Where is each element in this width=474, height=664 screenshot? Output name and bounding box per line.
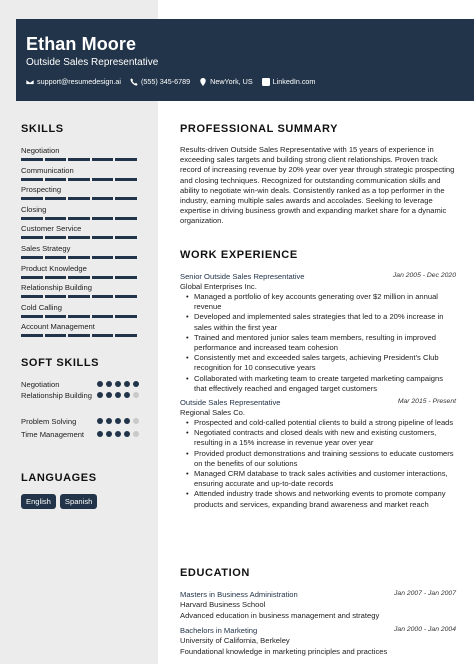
skill-level-segment: [92, 334, 114, 337]
skill-item: [21, 166, 143, 186]
education-entry: [180, 626, 456, 657]
contact-linkedin[interactable]: [262, 77, 316, 86]
job-dates: Jan 2005 - Dec 2020: [392, 272, 456, 279]
experience-heading: WORK EXPERIENCE: [180, 249, 298, 261]
skill-level-segment: [115, 217, 137, 220]
soft-skill-item: [21, 380, 143, 390]
job-bullet: • Provided product demonstrations and training sessions to educate customers on the benefits of our solutions: [186, 449, 456, 469]
email-icon: [26, 78, 34, 86]
skill-level-bar: [21, 236, 137, 239]
skill-label: Communication: [21, 165, 74, 175]
skill-level-segment: [45, 256, 67, 259]
job-bullet: • Consistently met and exceeded sales targets, achieving President's Club recognition for 10 consecutive years: [186, 353, 456, 373]
skill-level-segment: [92, 178, 114, 181]
rating-dot: [133, 392, 139, 398]
skill-level-segment: [92, 158, 114, 161]
contact-phone-text: (555) 345-6789: [141, 77, 191, 86]
rating-dots: [97, 431, 139, 437]
education-header: [180, 626, 456, 636]
rating-dots: [97, 418, 139, 424]
skill-level-segment: [115, 276, 137, 279]
skill-level-bar: [21, 315, 137, 318]
skill-level-segment: [68, 295, 90, 298]
skill-level-segment: [92, 197, 114, 200]
skill-level-bar: [21, 217, 137, 220]
language-badge: Spanish: [60, 494, 97, 509]
rating-dots: [97, 392, 139, 398]
skill-label: Cold Calling: [21, 302, 62, 312]
skill-level-segment: [21, 295, 43, 298]
skill-level-segment: [45, 197, 67, 200]
skill-item: [21, 146, 143, 166]
job-header: [180, 398, 456, 408]
skill-level-segment: [21, 197, 43, 200]
skill-level-segment: [68, 315, 90, 318]
skills-list: [21, 146, 143, 342]
job-bullet: • Managed a portfolio of key accounts generating over $2 million in annual revenue: [186, 292, 456, 312]
summary-section: [180, 123, 456, 227]
skill-level-segment: [68, 256, 90, 259]
job-dates: Mar 2015 - Present: [397, 398, 456, 406]
job-bullets: [186, 292, 456, 394]
skill-level-segment: [115, 315, 137, 318]
soft-skills-section: [21, 357, 143, 460]
rating-dot: [133, 418, 139, 424]
job-bullet: • Collaborated with marketing team to create targeted marketing campaigns that effectively reached and engaged target customers: [186, 374, 456, 394]
skill-level-segment: [45, 236, 67, 239]
skill-level-segment: [68, 178, 90, 181]
skill-level-segment: [45, 158, 67, 161]
skill-level-segment: [115, 295, 137, 298]
skill-level-segment: [21, 217, 43, 220]
contact-email[interactable]: [26, 77, 121, 86]
skill-level-segment: [115, 178, 137, 181]
rating-dot: [124, 418, 130, 424]
skill-level-segment: [115, 334, 137, 337]
skill-level-segment: [21, 236, 43, 239]
skill-level-segment: [21, 256, 43, 259]
education-list: [180, 590, 456, 657]
skill-level-segment: [92, 256, 114, 259]
education-degree: Bachelors in Marketing: [180, 626, 258, 635]
skill-level-segment: [45, 276, 67, 279]
language-badge: English: [21, 494, 56, 509]
skill-level-segment: [45, 178, 67, 181]
skill-item: [21, 264, 143, 284]
summary-heading: PROFESSIONAL SUMMARY: [180, 123, 339, 135]
skill-level-bar: [21, 334, 137, 337]
education-dates: Jan 2007 - Jan 2007: [394, 590, 456, 597]
skill-level-segment: [68, 236, 90, 239]
skill-level-segment: [92, 236, 114, 239]
rating-dot: [124, 392, 130, 398]
rating-dots: [97, 381, 139, 387]
skill-level-bar: [21, 158, 137, 161]
contact-location-text: NewYork, US: [210, 77, 253, 86]
education-heading: EDUCATION: [180, 567, 250, 579]
job-bullet: • Negotiated contracts and closed deals with new and existing customers, resulting in a 15% increase in revenue year over year: [186, 428, 456, 448]
skill-level-segment: [45, 217, 67, 220]
skill-item: [21, 322, 143, 342]
linkedin-icon: [262, 78, 270, 86]
skill-level-segment: [21, 158, 43, 161]
rating-dot: [115, 392, 121, 398]
skill-level-segment: [68, 217, 90, 220]
skill-item: [21, 224, 143, 244]
candidate-role: Outside Sales Representative: [26, 57, 159, 68]
education-entry: [180, 590, 456, 621]
job-bullet: • Trained and mentored junior sales team members, resulting in improved performance and increased team cohesion: [186, 333, 456, 353]
skill-level-segment: [21, 315, 43, 318]
job-entry: [180, 272, 456, 394]
education-description: Advanced education in business management and strategy: [180, 611, 380, 620]
contact-location: [199, 77, 252, 86]
resume-header: [16, 19, 474, 101]
skills-section: [21, 123, 143, 342]
rating-dot: [97, 392, 103, 398]
education-dates: Jan 2000 - Jan 2004: [394, 626, 456, 633]
soft-skill-label: Negotiation: [21, 380, 60, 389]
job-bullet: • Developed and implemented sales strategies that led to a 20% increase in sales within the first year: [186, 312, 456, 332]
skill-level-segment: [45, 315, 67, 318]
skill-level-bar: [21, 276, 137, 279]
candidate-name: Ethan Moore: [26, 34, 137, 54]
education-section: [180, 567, 456, 657]
skill-level-bar: [21, 197, 137, 200]
skill-label: Sales Strategy: [21, 243, 71, 253]
soft-skill-item: [21, 430, 143, 440]
rating-dot: [97, 431, 103, 437]
job-company: Global Enterprises Inc.: [180, 282, 257, 291]
summary-text: Results-driven Outside Sales Representative with 15 years of experience in exceeding sales targets and building strong client relationships. Proven track record of increasing revenue by 20% year over year through strategic prospecting and closing techniques. Recognized for outstanding communication skills and ability to negotiate win-win deals. Consistently ranked as a top performer in the industry, earning multiple sales awards and accolades. Seeking to leverage expertise in driving business growth and expanding market share for a dynamic organization.: [180, 145, 455, 226]
soft-skill-item: [21, 417, 143, 427]
education-school: University of California, Berkeley: [180, 636, 290, 645]
location-pin-icon: [199, 78, 207, 86]
languages-list: [21, 494, 143, 509]
rating-dot: [115, 418, 121, 424]
skill-item: [21, 205, 143, 225]
rating-dot: [106, 418, 112, 424]
phone-icon: [130, 78, 138, 86]
rating-dot: [115, 381, 121, 387]
skill-item: [21, 283, 143, 303]
skill-level-segment: [115, 158, 137, 161]
skill-label: Relationship Building: [21, 283, 92, 293]
job-bullets: [186, 418, 456, 510]
skill-label: Closing: [21, 204, 47, 214]
skill-level-segment: [21, 334, 43, 337]
job-bullet: • Prospected and cold-called potential clients to build a strong pipeline of leads: [186, 418, 456, 428]
job-header: [180, 272, 456, 282]
skill-level-segment: [92, 315, 114, 318]
skill-label: Product Knowledge: [21, 263, 87, 273]
rating-dot: [97, 418, 103, 424]
rating-dot: [124, 431, 130, 437]
rating-dot: [97, 381, 103, 387]
skill-level-segment: [45, 295, 67, 298]
contact-linkedin-text: LinkedIn.com: [272, 77, 316, 86]
skill-level-bar: [21, 178, 137, 181]
job-title: Outside Sales Representative: [180, 398, 281, 408]
soft-skill-item: [21, 391, 143, 401]
skill-level-segment: [21, 178, 43, 181]
skill-level-segment: [92, 295, 114, 298]
rating-dot: [106, 381, 112, 387]
skills-heading: SKILLS: [21, 123, 64, 135]
rating-dot: [133, 431, 139, 437]
languages-section: [21, 472, 143, 509]
skill-label: Prospecting: [21, 185, 62, 195]
rating-dot: [115, 431, 121, 437]
contact-email-text: support@resumedesign.ai: [37, 77, 122, 86]
skill-level-segment: [115, 236, 137, 239]
skill-level-segment: [21, 276, 43, 279]
skill-level-bar: [21, 295, 137, 298]
skill-item: [21, 185, 143, 205]
skill-level-segment: [68, 158, 90, 161]
soft-skill-label: Relationship Building: [21, 391, 92, 400]
skill-label: Negotiation: [21, 146, 60, 155]
skill-level-segment: [92, 217, 114, 220]
languages-heading: LANGUAGES: [21, 472, 97, 484]
experience-section: [180, 249, 456, 510]
job-entry: [180, 398, 456, 510]
education-degree: Masters in Business Administration: [180, 590, 298, 599]
skill-level-segment: [68, 197, 90, 200]
skill-level-bar: [21, 256, 137, 259]
education-school: Harvard Business School: [180, 600, 266, 609]
skill-level-segment: [92, 276, 114, 279]
skill-level-segment: [68, 276, 90, 279]
rating-dot: [106, 431, 112, 437]
job-title: Senior Outside Sales Representative: [180, 272, 305, 281]
skill-level-segment: [115, 256, 137, 259]
skill-item: [21, 244, 143, 264]
job-bullet: • Managed CRM database to track sales activities and customer interactions, ensuring accurate and up-to-date records: [186, 469, 456, 489]
job-company: Regional Sales Co.: [180, 408, 246, 418]
rating-dot: [124, 381, 130, 387]
education-description: Foundational knowledge in marketing principles and practices: [180, 647, 388, 656]
jobs-list: [180, 272, 456, 510]
soft-skill-label: Problem Solving: [21, 417, 77, 426]
job-bullet: • Attended industry trade shows and networking events to promote company products and services, expanding brand awareness and market reach: [186, 489, 456, 509]
skill-label: Customer Service: [21, 224, 82, 234]
contact-phone[interactable]: [130, 77, 190, 86]
soft-skill-label: Time Management: [21, 430, 85, 439]
skill-label: Account Management: [21, 322, 95, 332]
education-header: [180, 590, 456, 600]
skill-item: [21, 303, 143, 323]
soft-skills-list: [21, 380, 143, 460]
skill-level-segment: [115, 197, 137, 200]
rating-dot: [133, 381, 139, 387]
contact-bar: [26, 77, 315, 86]
skill-level-segment: [68, 334, 90, 337]
rating-dot: [106, 392, 112, 398]
skill-level-segment: [45, 334, 67, 337]
soft-skills-heading: SOFT SKILLS: [21, 357, 100, 369]
